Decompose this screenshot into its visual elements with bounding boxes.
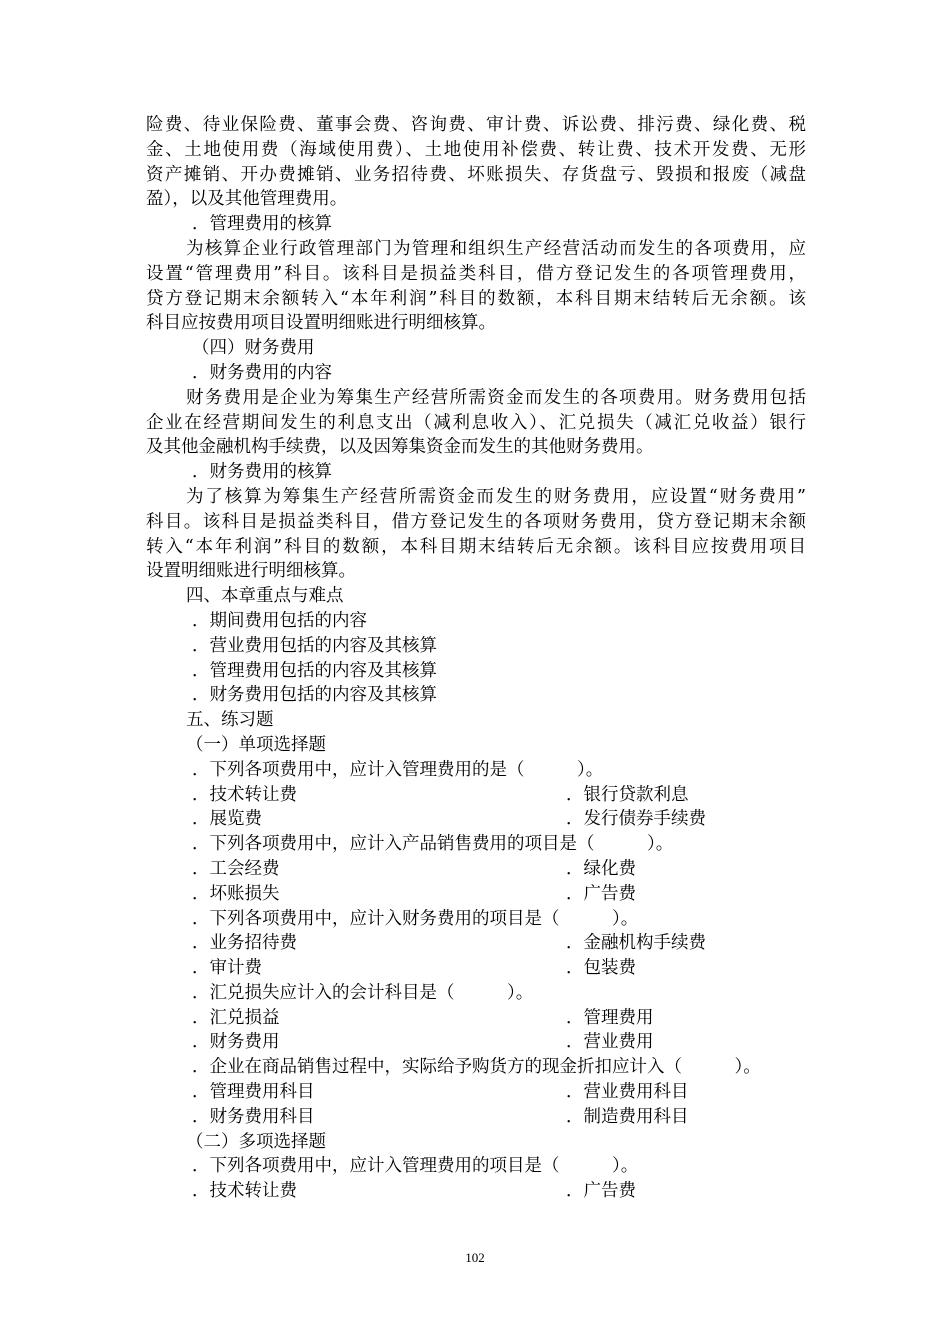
option: ．广告费 <box>566 1181 636 1202</box>
text-line: 及其他金融机构手续费，以及因筹集资金而发生的其他财务费用。 <box>146 437 654 458</box>
option: ．展览费 <box>192 809 262 830</box>
option: ．广告费 <box>566 883 636 904</box>
text-line: 险费、待业保险费、董事会费、咨询费、审计费、诉讼费、排污费、绿化费、税 <box>146 115 806 135</box>
option: ．金融机构手续费 <box>566 933 706 954</box>
option: ．工会经费 <box>192 858 280 879</box>
option-row <box>146 931 806 956</box>
option: ．制造费用科目 <box>566 1106 689 1127</box>
option: ．银行贷款利息 <box>566 784 689 805</box>
text-line: 为了核算为筹集生产经营所需资金而发生的财务费用，应设置“财务费用” <box>186 486 806 507</box>
option-row <box>146 882 806 907</box>
question: ．下列各项费用中，应计入产品销售费用的项目是（ ）。 <box>192 834 674 855</box>
option-row <box>146 807 806 832</box>
section-heading: ．财务费用的内容 <box>192 362 332 383</box>
chapter-heading: 四、本章重点与难点 <box>186 586 344 607</box>
section-heading: ．财务费用的核算 <box>192 462 332 483</box>
text-line: 设置“管理费用”科目。该科目是损益类科目，借方登记发生的各项管理费用， <box>146 263 806 284</box>
option: ．包装费 <box>566 958 636 979</box>
option: ．坏账损失 <box>192 883 280 904</box>
text-line: 转入“本年利润”科目的数额，本科目期末结转后无余额。该科目应按费用项目 <box>146 536 806 557</box>
option: ．技术转让费 <box>192 1181 297 1202</box>
option: ．绿化费 <box>566 858 636 879</box>
chapter-heading: 五、练习题 <box>186 710 274 731</box>
option-row <box>146 1080 806 1105</box>
question: ．下列各项费用中，应计入管理费用的项目是（ ）。 <box>192 1156 639 1177</box>
option: ．管理费用科目 <box>192 1082 315 1103</box>
text-line: 盈），以及其他管理费用。 <box>146 189 348 210</box>
section-heading: （四）财务费用 <box>192 338 315 359</box>
question: ．企业在商品销售过程中，实际给予购货方的现金折扣应计入（ ）。 <box>192 1057 761 1078</box>
option: ．财务费用科目 <box>192 1106 315 1127</box>
list-item: ．营业费用包括的内容及其核算 <box>192 635 437 656</box>
option-row <box>146 956 806 981</box>
option-row <box>146 1105 806 1130</box>
question: ．汇兑损失应计入的会计科目是（ ）。 <box>192 982 534 1003</box>
list-item: ．财务费用包括的内容及其核算 <box>192 685 437 706</box>
question: ．下列各项费用中，应计入管理费用的是（ ）。 <box>192 759 604 780</box>
text-line: 科目应按费用项目设置明细账进行明细核算。 <box>146 313 496 334</box>
option-row <box>146 1030 806 1055</box>
option-row <box>146 857 806 882</box>
option: ．汇兑损益 <box>192 1007 280 1028</box>
option-row <box>146 1179 806 1204</box>
option: ．发行债券手续费 <box>566 809 706 830</box>
section-heading: ．管理费用的核算 <box>192 214 332 235</box>
option: ．审计费 <box>192 958 262 979</box>
option: ．业务招待费 <box>192 933 297 954</box>
option: ．财务费用 <box>192 1032 280 1053</box>
text-line: 财务费用是企业为筹集生产经营所需资金而发生的各项费用。财务费用包括 <box>186 387 806 408</box>
section-heading: （一）单项选择题 <box>186 734 326 755</box>
option: ．营业费用科目 <box>566 1082 689 1103</box>
option: ．营业费用 <box>566 1032 654 1053</box>
section-heading: （二）多项选择题 <box>186 1131 326 1152</box>
text-line: 企业在经营期间发生的利息支出（减利息收入）、汇兑损失（减汇兑收益）银行 <box>146 412 806 433</box>
list-item: ．期间费用包括的内容 <box>192 610 367 631</box>
option-row <box>146 1006 806 1031</box>
text-line: 金、土地使用费（海域使用费）、土地使用补偿费、转让费、技术开发费、无形 <box>146 139 806 160</box>
option: ．技术转让费 <box>192 784 297 805</box>
text-line: 贷方登记期末余额转入“本年利润”科目的数额，本科目期末结转后无余额。该 <box>146 288 806 309</box>
question: ．下列各项费用中，应计入财务费用的项目是（ ）。 <box>192 908 639 929</box>
text-line: 为核算企业行政管理部门为管理和组织生产经营活动而发生的各项费用，应 <box>186 238 806 259</box>
text-line: 设置明细账进行明细核算。 <box>146 561 356 582</box>
text-line: 资产摊销、开办费摊销、业务招待费、坏账损失、存货盘亏、毁损和报废（减盘 <box>146 164 806 185</box>
page-number: 102 <box>465 1250 485 1265</box>
option-row <box>146 783 806 808</box>
text-line: 科目。该科目是损益类科目，借方登记发生的各项财务费用，贷方登记期末余额 <box>146 511 806 532</box>
list-item: ．管理费用包括的内容及其核算 <box>192 660 437 681</box>
page-content <box>146 113 806 1204</box>
option: ．管理费用 <box>566 1007 654 1028</box>
